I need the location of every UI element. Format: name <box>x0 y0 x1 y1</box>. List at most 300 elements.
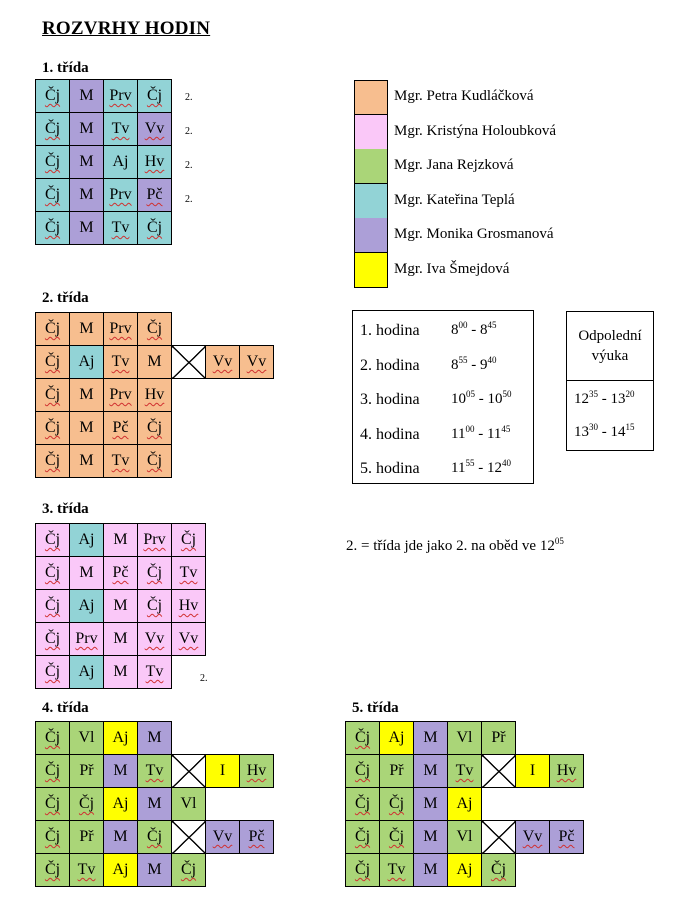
lesson-cell <box>550 821 584 854</box>
subject-abbreviation: M <box>79 564 94 581</box>
schedule-row <box>36 821 274 854</box>
lesson-cell <box>138 346 172 379</box>
lesson-cell <box>70 113 104 146</box>
empty-slot <box>240 854 274 887</box>
subject-abbreviation: Tv <box>111 353 130 370</box>
lesson-cell <box>104 854 138 887</box>
subject-abbreviation: Aj <box>112 153 129 170</box>
lesson-cell <box>240 755 274 788</box>
lesson-cell <box>380 788 414 821</box>
lesson-cell <box>206 346 240 379</box>
subject-abbreviation: Čj <box>44 386 61 403</box>
lesson-number: 2. hodina <box>360 356 420 374</box>
subject-abbreviation: Pč <box>146 186 163 203</box>
legend-swatch <box>354 115 388 150</box>
row-note: 2. <box>185 92 193 103</box>
subject-abbreviation: M <box>423 762 438 779</box>
subject-abbreviation: M <box>79 120 94 137</box>
lesson-cell <box>36 445 70 478</box>
afternoon-time: $12^{35} - 13^{20}$ <box>574 389 635 407</box>
empty-slot <box>516 722 550 755</box>
lesson-cell <box>138 722 172 755</box>
subject-abbreviation: M <box>423 828 438 845</box>
subject-abbreviation: Čj <box>44 87 61 104</box>
lesson-cell <box>138 445 172 478</box>
lesson-cell <box>138 755 172 788</box>
schedule-row <box>36 445 274 478</box>
subject-abbreviation: Prv <box>75 630 98 647</box>
subject-abbreviation: M <box>79 419 94 436</box>
lesson-number: 3. hodina <box>360 391 420 408</box>
subject-abbreviation: Čj <box>490 861 507 878</box>
empty-slot <box>240 412 274 445</box>
subject-abbreviation: Vv <box>522 828 543 845</box>
subject-abbreviation: Čj <box>44 219 61 236</box>
schedule-row <box>346 854 584 887</box>
subject-abbreviation: I <box>529 762 536 779</box>
schedule-row <box>36 557 206 590</box>
subject-abbreviation: M <box>147 729 162 746</box>
subject-abbreviation: Aj <box>78 531 95 548</box>
subject-abbreviation: M <box>147 353 162 370</box>
class-3-title: 3. třída <box>42 501 89 517</box>
lesson-cell <box>70 412 104 445</box>
crossed-out-slot <box>172 821 206 854</box>
lesson-cell <box>104 313 138 346</box>
subject-abbreviation: Čj <box>44 419 61 436</box>
subject-abbreviation: Př <box>79 828 94 845</box>
lesson-cell <box>104 346 138 379</box>
lesson-cell <box>138 854 172 887</box>
empty-slot <box>206 313 240 346</box>
empty-slot <box>550 788 584 821</box>
subject-abbreviation: Vv <box>212 353 233 370</box>
crossed-out-slot <box>482 755 516 788</box>
empty-slot <box>172 445 206 478</box>
lesson-cell <box>138 113 172 146</box>
subject-abbreviation: Hv <box>178 597 199 614</box>
schedule-row <box>36 412 274 445</box>
lesson-cell <box>138 313 172 346</box>
subject-abbreviation: Čj <box>44 663 61 680</box>
subject-abbreviation: Hv <box>556 762 577 779</box>
afternoon-time: $13^{30} - 14^{15}$ <box>574 422 635 440</box>
lesson-cell <box>104 146 138 179</box>
schedule-row <box>346 755 584 788</box>
lesson-cell <box>104 80 138 113</box>
lesson-cell <box>36 722 70 755</box>
lesson-cell <box>172 788 206 821</box>
subject-abbreviation: Čj <box>146 564 163 581</box>
subject-abbreviation: Tv <box>145 663 164 680</box>
lesson-cell <box>346 821 380 854</box>
subject-abbreviation: Aj <box>112 795 129 812</box>
subject-abbreviation: Prv <box>143 531 166 548</box>
lesson-cell <box>414 722 448 755</box>
subject-abbreviation: Vv <box>144 630 165 647</box>
lesson-time: $8^{00} - 8^{45}$ <box>451 320 497 338</box>
empty-slot <box>240 722 274 755</box>
subject-abbreviation: Vv <box>212 828 233 845</box>
subject-abbreviation: Hv <box>246 762 267 779</box>
lesson-cell <box>138 623 172 656</box>
subject-abbreviation: Aj <box>78 353 95 370</box>
subject-abbreviation: M <box>423 795 438 812</box>
legend-swatch <box>354 80 388 115</box>
schedule-row <box>346 821 584 854</box>
lesson-cell <box>516 821 550 854</box>
schedule-row <box>346 722 584 755</box>
lesson-cell <box>138 590 172 623</box>
lesson-cell <box>172 854 206 887</box>
subject-abbreviation: Pč <box>248 828 265 845</box>
lesson-cell <box>104 722 138 755</box>
subject-abbreviation: M <box>113 597 128 614</box>
teacher-name: Mgr. Kristýna Holoubková <box>394 122 557 139</box>
lesson-cell <box>70 755 104 788</box>
empty-slot <box>206 788 240 821</box>
teacher-name: Mgr. Jana Rejzková <box>394 157 514 174</box>
lesson-cell <box>138 212 172 245</box>
subject-abbreviation: Čj <box>44 762 61 779</box>
lesson-cell <box>448 788 482 821</box>
schedule-row <box>36 146 172 179</box>
lesson-hour-row <box>353 349 533 383</box>
lesson-cell <box>70 524 104 557</box>
teacher-name: Mgr. Kateřina Teplá <box>394 191 515 208</box>
subject-abbreviation: Čj <box>146 419 163 436</box>
lesson-cell <box>380 854 414 887</box>
empty-slot <box>172 379 206 412</box>
legend-swatch <box>354 184 388 219</box>
schedule-row <box>36 80 172 113</box>
lesson-cell <box>172 557 206 590</box>
schedule-row <box>36 788 274 821</box>
subject-abbreviation: Pč <box>112 419 129 436</box>
lesson-cell <box>104 821 138 854</box>
lesson-cell <box>138 146 172 179</box>
schedule-row <box>36 623 206 656</box>
lesson-cell <box>172 524 206 557</box>
subject-abbreviation: Čj <box>78 795 95 812</box>
subject-abbreviation: Aj <box>456 861 473 878</box>
teacher-name: Mgr. Monika Grosmanová <box>394 226 554 243</box>
subject-abbreviation: Čj <box>44 828 61 845</box>
lesson-number: 1. hodina <box>360 322 420 339</box>
lesson-cell <box>240 346 274 379</box>
lesson-cell <box>70 346 104 379</box>
lesson-cell <box>70 788 104 821</box>
schedule-row <box>36 346 274 379</box>
lesson-cell <box>36 623 70 656</box>
lesson-cell <box>448 755 482 788</box>
subject-abbreviation: Čj <box>44 452 61 469</box>
subject-abbreviation: M <box>79 186 94 203</box>
afternoon-title: Odpolední <box>578 328 642 344</box>
subject-abbreviation: M <box>113 828 128 845</box>
subject-abbreviation: Čj <box>354 795 371 812</box>
subject-abbreviation: Tv <box>179 564 198 581</box>
schedule-row <box>36 590 206 623</box>
subject-abbreviation: Aj <box>78 663 95 680</box>
lesson-cell <box>104 623 138 656</box>
schedule-row <box>36 722 274 755</box>
class-1-schedule <box>35 79 172 245</box>
schedule-row <box>36 524 206 557</box>
subject-abbreviation: Vv <box>178 630 199 647</box>
class-2-title: 2. třída <box>42 290 89 306</box>
subject-abbreviation: Čj <box>146 87 163 104</box>
subject-abbreviation: Čj <box>146 320 163 337</box>
lesson-cell <box>414 854 448 887</box>
afternoon-subtitle: výuka <box>591 348 629 364</box>
lesson-hours-table <box>352 310 534 484</box>
lesson-cell <box>138 412 172 445</box>
empty-slot <box>206 379 240 412</box>
empty-slot <box>172 412 206 445</box>
lesson-cell <box>104 379 138 412</box>
lesson-cell <box>346 854 380 887</box>
subject-abbreviation: Prv <box>109 320 132 337</box>
subject-abbreviation: Čj <box>146 828 163 845</box>
lesson-cell <box>36 854 70 887</box>
subject-abbreviation: Prv <box>109 87 132 104</box>
lesson-time: $10^{05} - 10^{50}$ <box>451 389 512 407</box>
empty-slot <box>172 313 206 346</box>
subject-abbreviation: Čj <box>44 320 61 337</box>
lesson-cell <box>448 722 482 755</box>
lesson-cell <box>70 656 104 689</box>
subject-abbreviation: Vv <box>144 120 165 137</box>
lesson-cell <box>482 722 516 755</box>
subject-abbreviation: Tv <box>111 452 130 469</box>
lesson-cell <box>70 80 104 113</box>
lesson-cell <box>138 788 172 821</box>
legend-swatch <box>354 218 388 253</box>
lesson-cell <box>206 821 240 854</box>
schedule-row <box>36 113 172 146</box>
lesson-cell <box>70 623 104 656</box>
lesson-cell <box>70 445 104 478</box>
subject-abbreviation: M <box>113 630 128 647</box>
lesson-cell <box>70 590 104 623</box>
lesson-cell <box>104 212 138 245</box>
lesson-cell <box>36 179 70 212</box>
subject-abbreviation: Čj <box>354 861 371 878</box>
lesson-cell <box>346 722 380 755</box>
subject-abbreviation: Čj <box>44 861 61 878</box>
class-4-title: 4. třída <box>42 700 89 716</box>
lesson-cell <box>172 623 206 656</box>
subject-abbreviation: M <box>147 861 162 878</box>
lesson-cell <box>138 557 172 590</box>
subject-abbreviation: M <box>79 452 94 469</box>
schedule-row <box>36 854 274 887</box>
lesson-cell <box>138 656 172 689</box>
subject-abbreviation: Tv <box>455 762 474 779</box>
subject-abbreviation: Čj <box>44 186 61 203</box>
subject-abbreviation: Čj <box>44 353 61 370</box>
lesson-time: $11^{00} - 11^{45}$ <box>451 423 511 442</box>
row-note: 2. <box>185 126 193 137</box>
empty-slot <box>240 445 274 478</box>
lesson-cell <box>36 313 70 346</box>
subject-abbreviation: Vl <box>180 795 197 812</box>
subject-abbreviation: Tv <box>111 219 130 236</box>
lesson-hour-row <box>353 418 533 452</box>
subject-abbreviation: M <box>423 861 438 878</box>
subject-abbreviation: Čj <box>44 795 61 812</box>
subject-abbreviation: Prv <box>109 386 132 403</box>
empty-slot <box>240 379 274 412</box>
schedule-row <box>36 379 274 412</box>
subject-abbreviation: Čj <box>354 729 371 746</box>
class-3-schedule <box>35 523 206 689</box>
subject-abbreviation: Čj <box>180 861 197 878</box>
lesson-cell <box>414 821 448 854</box>
lesson-cell <box>70 557 104 590</box>
lesson-cell <box>36 656 70 689</box>
subject-abbreviation: M <box>113 762 128 779</box>
lesson-cell <box>36 146 70 179</box>
lesson-cell <box>104 755 138 788</box>
subject-abbreviation: Čj <box>44 630 61 647</box>
subject-abbreviation: I <box>219 762 226 779</box>
lesson-cell <box>550 755 584 788</box>
subject-abbreviation: Aj <box>456 795 473 812</box>
afternoon-lessons-box <box>566 311 654 451</box>
class-4-schedule <box>35 721 274 887</box>
empty-slot <box>482 788 516 821</box>
lesson-number: 4. hodina <box>360 425 420 443</box>
lesson-cell <box>36 524 70 557</box>
lesson-cell <box>36 113 70 146</box>
subject-abbreviation: Hv <box>144 153 165 170</box>
lesson-cell <box>36 557 70 590</box>
lesson-cell <box>36 821 70 854</box>
lesson-cell <box>36 346 70 379</box>
row-note: 2. <box>200 673 208 684</box>
lesson-cell <box>36 788 70 821</box>
lesson-cell <box>36 379 70 412</box>
subject-abbreviation: Čj <box>180 531 197 548</box>
legend-swatch <box>354 253 388 288</box>
lesson-cell <box>70 854 104 887</box>
subject-abbreviation: Pč <box>558 828 575 845</box>
lesson-cell <box>138 524 172 557</box>
lunch-footnote: 2. = třída jde jako 2. na oběd ve $12^{05}$ <box>346 536 564 554</box>
subject-abbreviation: Čj <box>44 564 61 581</box>
subject-abbreviation: Tv <box>111 120 130 137</box>
lesson-cell <box>380 722 414 755</box>
subject-abbreviation: M <box>79 219 94 236</box>
lesson-cell <box>70 821 104 854</box>
legend-swatch <box>354 149 388 184</box>
subject-abbreviation: Tv <box>145 762 164 779</box>
subject-abbreviation: Hv <box>144 386 165 403</box>
empty-slot <box>206 412 240 445</box>
schedule-row <box>36 313 274 346</box>
schedule-row <box>36 755 274 788</box>
lesson-cell <box>36 755 70 788</box>
subject-abbreviation: Čj <box>146 219 163 236</box>
subject-abbreviation: Tv <box>387 861 406 878</box>
lesson-cell <box>104 412 138 445</box>
lesson-cell <box>346 788 380 821</box>
teacher-name: Mgr. Iva Šmejdová <box>394 260 510 277</box>
crossed-out-slot <box>482 821 516 854</box>
subject-abbreviation: Čj <box>146 452 163 469</box>
lesson-cell <box>36 412 70 445</box>
subject-abbreviation: Aj <box>388 729 405 746</box>
subject-abbreviation: Pč <box>112 564 129 581</box>
subject-abbreviation: Čj <box>388 828 405 845</box>
subject-abbreviation: Čj <box>146 597 163 614</box>
subject-abbreviation: M <box>147 795 162 812</box>
subject-abbreviation: Aj <box>78 597 95 614</box>
subject-abbreviation: Vl <box>456 828 473 845</box>
page-title: ROZVRHY HODIN <box>42 18 211 39</box>
schedule-row <box>36 179 172 212</box>
lesson-cell <box>104 113 138 146</box>
afternoon-header <box>567 312 653 381</box>
crossed-out-slot <box>172 346 206 379</box>
lesson-cell <box>70 313 104 346</box>
lesson-cell <box>380 821 414 854</box>
lesson-cell <box>138 80 172 113</box>
lesson-cell <box>448 821 482 854</box>
subject-abbreviation: Aj <box>112 729 129 746</box>
lesson-cell <box>70 379 104 412</box>
teacher-name: Mgr. Petra Kudláčková <box>394 88 534 104</box>
subject-abbreviation: Př <box>389 762 404 779</box>
class-5-title: 5. třída <box>352 700 399 716</box>
lesson-cell <box>414 788 448 821</box>
empty-slot <box>206 854 240 887</box>
empty-slot <box>550 854 584 887</box>
lesson-cell <box>70 212 104 245</box>
subject-abbreviation: M <box>423 729 438 746</box>
class-1-title: 1. třída <box>42 60 89 76</box>
empty-slot <box>240 788 274 821</box>
lesson-cell <box>104 179 138 212</box>
empty-slot <box>172 722 206 755</box>
lesson-cell <box>138 179 172 212</box>
lesson-cell <box>36 590 70 623</box>
subject-abbreviation: Čj <box>44 120 61 137</box>
lesson-cell <box>36 80 70 113</box>
subject-abbreviation: Vl <box>78 729 95 746</box>
lesson-cell <box>104 557 138 590</box>
subject-abbreviation: Vv <box>246 353 267 370</box>
empty-slot <box>240 313 274 346</box>
subject-abbreviation: Čj <box>354 762 371 779</box>
subject-abbreviation: Vl <box>456 729 473 746</box>
lesson-cell <box>138 821 172 854</box>
subject-abbreviation: Čj <box>44 153 61 170</box>
lesson-cell <box>482 854 516 887</box>
subject-abbreviation: M <box>79 87 94 104</box>
subject-abbreviation: Př <box>491 729 506 746</box>
subject-abbreviation: M <box>79 386 94 403</box>
lesson-time: $11^{55} - 12^{40}$ <box>451 458 511 476</box>
subject-abbreviation: Tv <box>77 861 96 878</box>
class-2-schedule <box>35 312 274 478</box>
lesson-cell <box>104 524 138 557</box>
lesson-cell <box>448 854 482 887</box>
empty-slot <box>206 722 240 755</box>
subject-abbreviation: Aj <box>112 861 129 878</box>
